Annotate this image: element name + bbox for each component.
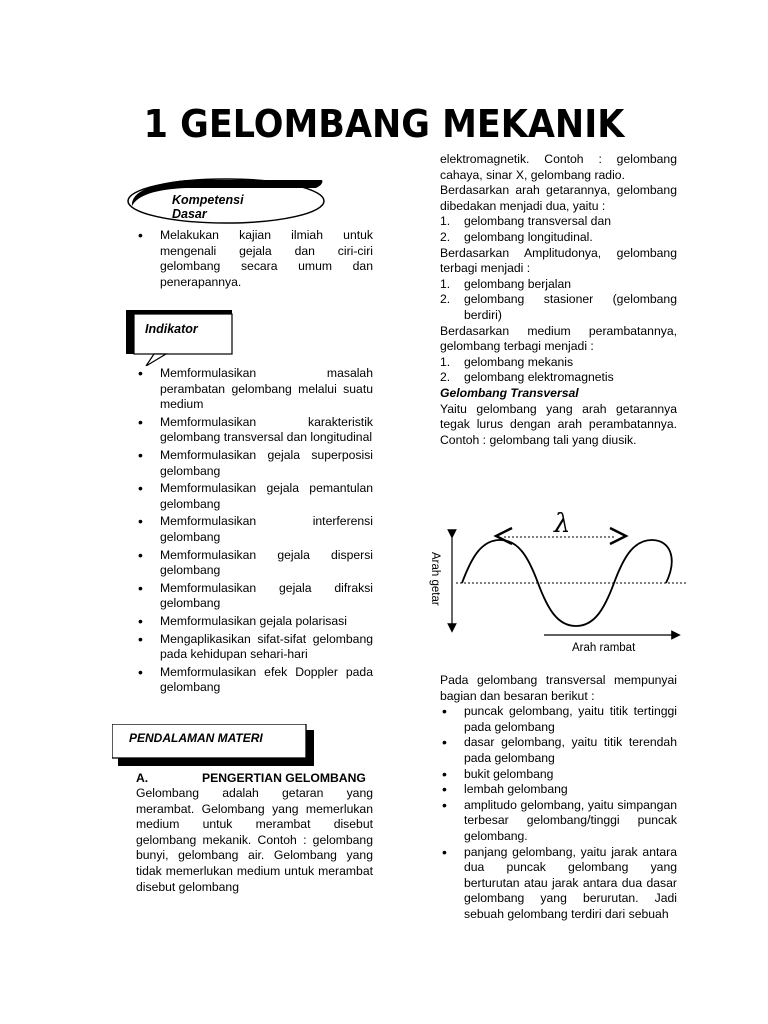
kompetensi-list <box>136 228 373 290</box>
kompetensi-label: Kompetensi Dasar <box>172 193 244 221</box>
list-item: • Mengaplikasikan sifat-sifat gelombang pada kehidupan sehari-hari <box>136 632 373 663</box>
list-item: 1. gelombang transversal dan <box>440 214 612 229</box>
list-item: • Memformulasikan karakteristik gelombang transversal dan longitudinal <box>136 415 373 446</box>
list-item: • dasar gelombang, yaitu titik terendah pada gelombang <box>440 735 677 766</box>
section-letter: A. <box>136 771 149 785</box>
list-item: • Memformulasikan masalah perambatan gelombang melalui suatu medium <box>136 366 373 413</box>
pendalaman-label: PENDALAMAN MATERI <box>129 731 263 745</box>
indikator-box <box>126 310 238 366</box>
indikator-label: Indikator <box>145 322 198 336</box>
list-item: • Memformulasikan gejala pemantulan gelombang <box>136 481 373 512</box>
right-column-top <box>440 152 677 448</box>
transversal-heading: Gelombang Transversal <box>440 385 579 400</box>
section-heading <box>136 771 373 787</box>
amplitudo-list <box>440 277 677 324</box>
list-item: • Memformulasikan gejala polarisasi <box>136 614 373 630</box>
pengertian-paragraph: Gelombang adalah getaran yang merambat. Gelombang yang memerlukan medium untuk merambat disebut gelombang mekanik. Contoh : gelombang bunyi, gelombang air. Gelombang yang tidak memerlukan medium untuk merambat disebut gelombang <box>136 786 373 894</box>
indikator-list-wrap <box>136 366 373 698</box>
list-item: 2. gelombang stasioner (gelombang berdiri) <box>440 292 677 322</box>
arah-getar-label: Arah getar <box>429 552 441 606</box>
list-item: • bukit gelombang <box>440 767 677 783</box>
list-item: 1. gelombang berjalan <box>440 276 572 291</box>
lambda-label: λ <box>554 509 571 539</box>
list-item: 1. gelombang mekanis <box>440 354 574 369</box>
transversal-wave-diagram <box>420 500 690 660</box>
bagian-list <box>440 704 677 922</box>
list-item: • Memformulasikan efek Doppler pada gelombang <box>136 665 373 696</box>
right-column-bottom <box>440 673 677 923</box>
transversal-text: Yaitu gelombang yang arah getarannya tegak lurus dengan arah perambatannya. Contoh : gelombang tali yang diusik. <box>440 401 677 447</box>
list-item: • Memformulasikan gejala difraksi gelombang <box>136 581 373 612</box>
medium-intro: Berdasarkan medium perambatannya, gelombang terbagi menjadi : <box>440 323 677 354</box>
list-item: • Memformulasikan interferensi gelombang <box>136 514 373 545</box>
arah-rambat-label: Arah rambat <box>572 642 636 654</box>
list-item: 2. gelombang longitudinal. <box>440 229 593 244</box>
lambda-left-bracket <box>496 528 512 544</box>
amplitudo-intro: Berdasarkan Amplitudonya, gelombang terbagi menjadi : <box>440 245 677 276</box>
page-title: 1 GELOMBANG MEKANIK <box>143 102 625 146</box>
list-item: • Memformulasikan gejala dispersi gelombang <box>136 548 373 579</box>
bagian-intro: Pada gelombang transversal mempunyai bagian dan besaran berikut : <box>440 673 677 703</box>
list-item: • amplitudo gelombang, yaitu simpangan terbesar gelombang/tinggi puncak gelombang. <box>440 798 677 845</box>
list-item: • Melakukan kajian ilmiah untuk mengenali gejala dan ciri-ciri gelombang secara umum dan penerapannya. <box>136 228 373 290</box>
wave-tail <box>614 540 667 583</box>
list-item: 2. gelombang elektromagnetis <box>440 370 614 385</box>
list-item: • panjang gelombang, yaitu jarak antara dua puncak gelombang yang berturutan atau jarak antara dua dasar gelombang yang berurutan. Jadi sebuah gelombang terdiri dari sebuah <box>440 845 677 923</box>
getaran-list <box>440 214 677 245</box>
medium-list <box>440 355 677 386</box>
getaran-intro: Berdasarkan arah getarannya, gelombang dibedakan menjadi dua, yaitu : <box>440 183 677 213</box>
intro-text: elektromagnetik. Contoh : gelombang cahaya, sinar X, gelombang radio. <box>440 152 677 182</box>
list-item: • Memformulasikan gejala superposisi gelombang <box>136 448 373 479</box>
section-title: PENGERTIAN GELOMBANG <box>202 771 366 785</box>
kompetensi-list-wrap <box>136 228 373 290</box>
list-item: • lembah gelombang <box>440 782 677 798</box>
lambda-right-bracket <box>610 528 626 544</box>
indikator-list <box>136 366 373 696</box>
list-item: • puncak gelombang, yaitu titik tertinggi pada gelombang <box>440 704 677 735</box>
